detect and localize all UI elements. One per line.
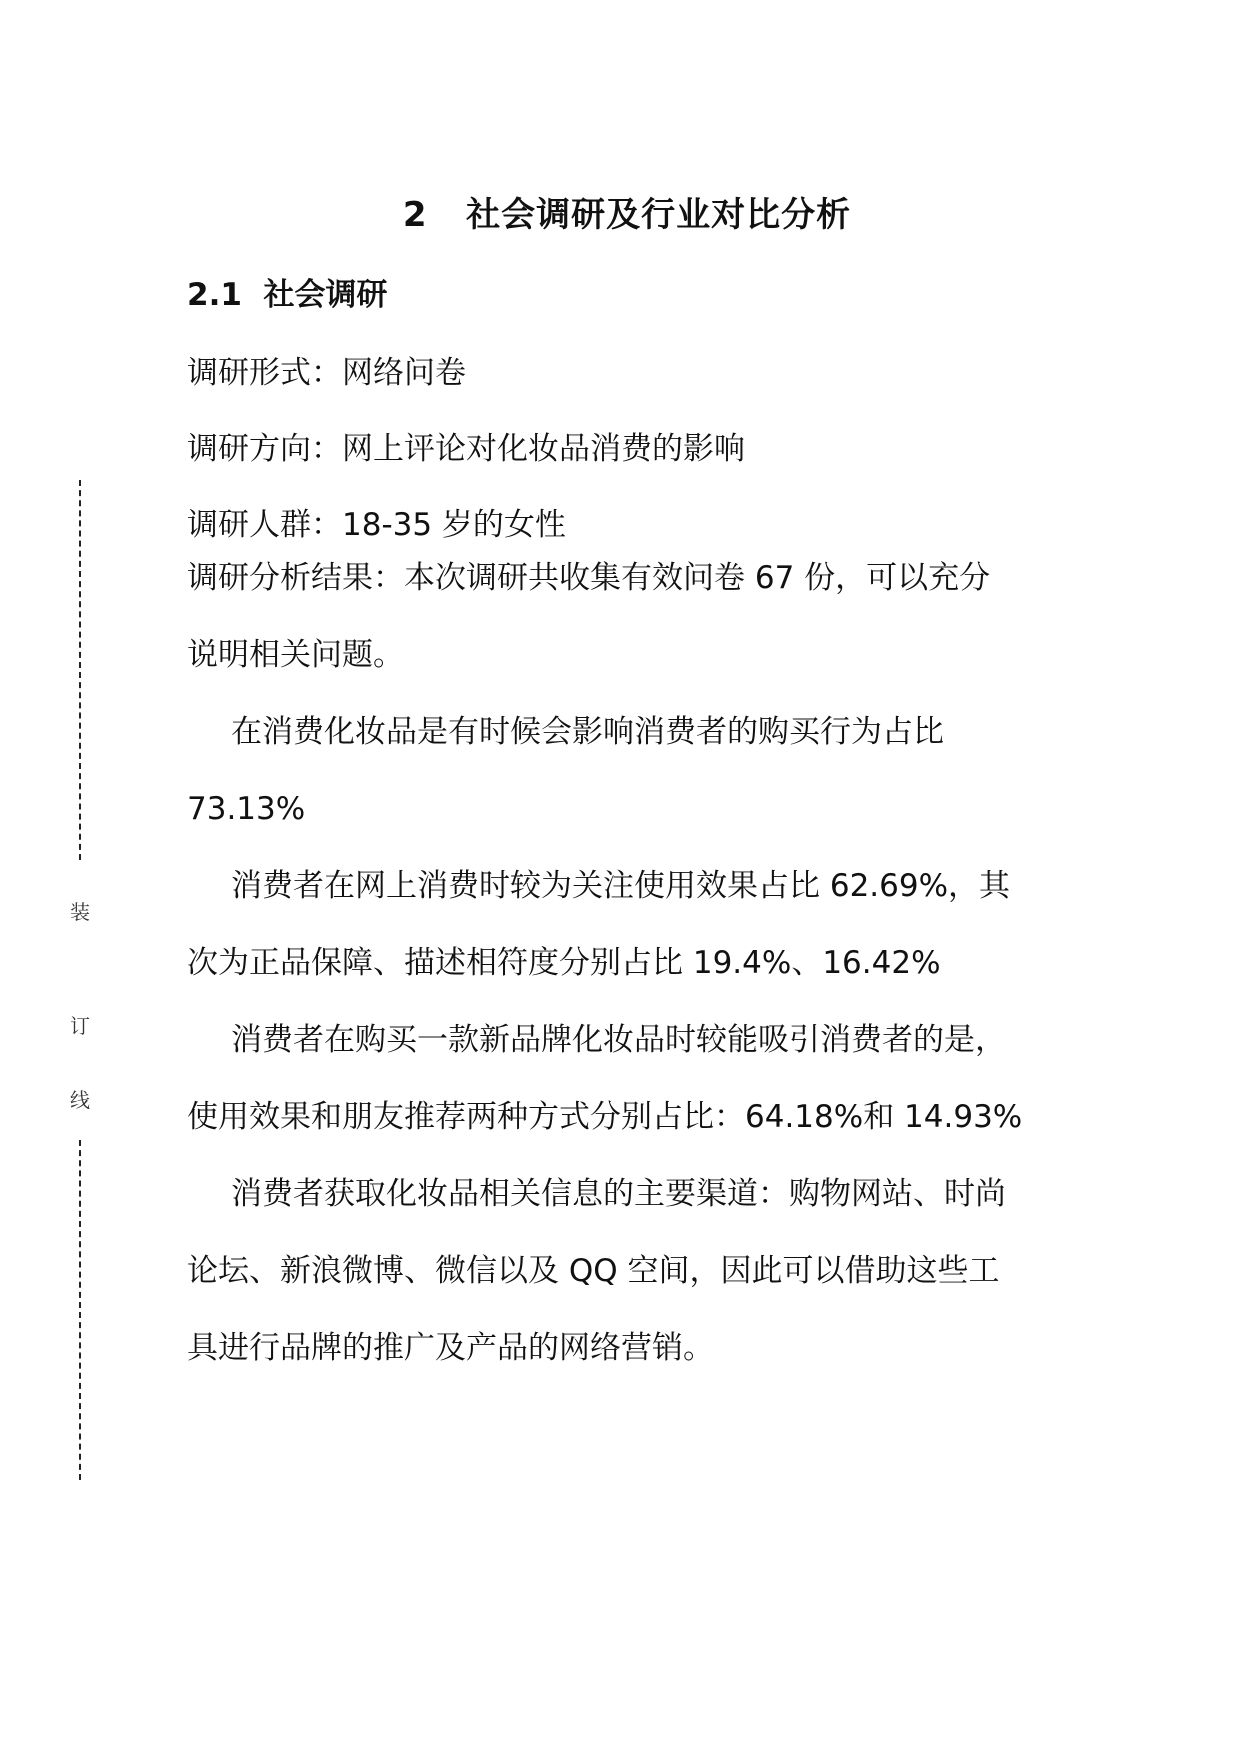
chapter-heading — [187, 190, 1067, 240]
text-line: 73.13% — [187, 791, 306, 827]
field-survey-form — [187, 350, 466, 396]
field-label: 调研形式： — [187, 355, 342, 391]
section-heading — [187, 272, 388, 318]
field-label: 调研人群： — [187, 507, 342, 543]
binding-dashed-line-bottom — [79, 1140, 81, 1480]
binding-dashed-line-top — [79, 480, 81, 860]
binding-margin — [60, 480, 100, 1480]
text-line: 使用效果和朋友推荐两种方式分别占比：64.18%和 14.93% — [187, 1099, 1023, 1135]
section-number: 2.1 — [187, 277, 242, 313]
text-line: 在消费化妆品是有时候会影响消费者的购买行为占比 — [231, 714, 944, 750]
binding-char-xian: 线 — [70, 1088, 90, 1112]
section-title: 社会调研 — [263, 277, 388, 313]
chapter-number: 2 — [402, 195, 428, 235]
field-value: 网络问卷 — [342, 355, 466, 391]
text-line: 调研分析结果：本次调研共收集有效问卷 67 份，可以充分 — [187, 560, 991, 596]
text-line: 消费者在网上消费时较为关注使用效果占比 62.69%，其 — [231, 868, 1011, 904]
text-line: 说明相关问题。 — [187, 637, 404, 673]
field-value: 网上评论对化妆品消费的影响 — [342, 431, 745, 467]
text-line: 消费者在购买一款新品牌化妆品时较能吸引消费者的是， — [231, 1022, 1006, 1058]
chapter-title: 社会调研及行业对比分析 — [466, 195, 852, 235]
text-line: 消费者获取化妆品相关信息的主要渠道：购物网站、时尚 — [231, 1176, 1006, 1212]
field-value: 18-35 岁的女性 — [342, 507, 566, 543]
field-survey-direction — [187, 426, 745, 472]
body-text — [187, 540, 1067, 1387]
binding-char-ding: 订 — [70, 1014, 90, 1038]
text-line: 具进行品牌的推广及产品的网络营销。 — [187, 1330, 714, 1366]
text-line: 论坛、新浪微博、微信以及 QQ 空间，因此可以借助这些工 — [187, 1253, 1000, 1289]
text-line: 次为正品保障、描述相符度分别占比 19.4%、16.42% — [187, 945, 941, 981]
binding-char-zhuang: 装 — [70, 900, 90, 924]
field-label: 调研方向： — [187, 431, 342, 467]
